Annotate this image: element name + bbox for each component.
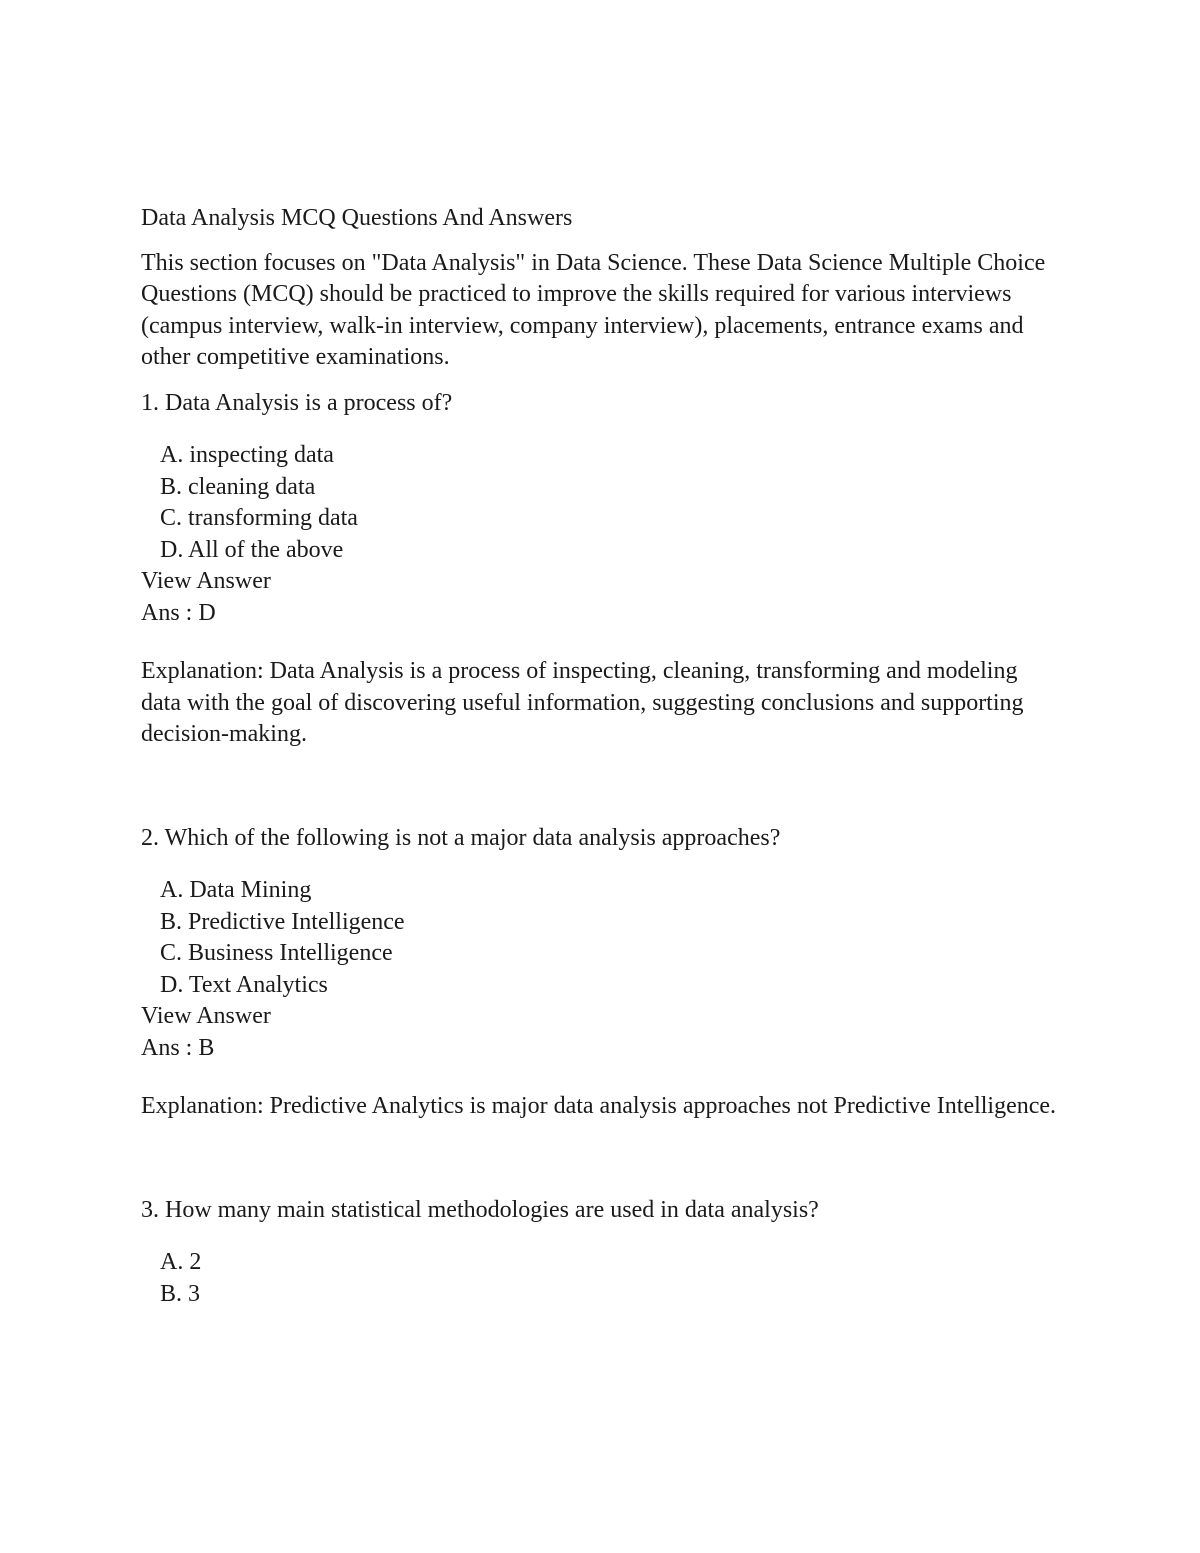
question-block-1 xyxy=(141,388,1061,751)
options-list xyxy=(141,440,1061,566)
question-text: 2. Which of the following is not a major data analysis approaches? xyxy=(141,824,781,851)
option-b: B. Predictive Intelligence xyxy=(160,908,405,935)
explanation-text: Explanation: Predictive Analytics is major data analysis approaches not Predictive Intelligence. xyxy=(141,1093,1057,1119)
spacer xyxy=(141,751,1061,823)
option-b: B. 3 xyxy=(160,1280,201,1307)
page-title: Data Analysis MCQ Questions And Answers xyxy=(141,205,573,231)
spacer xyxy=(141,1123,1061,1195)
options-list xyxy=(141,1247,1061,1310)
view-answer-link[interactable]: View Answer xyxy=(141,568,271,594)
answer-text: Ans : B xyxy=(141,1034,215,1061)
option-d: D. Text Analytics xyxy=(160,971,328,998)
document-page xyxy=(141,203,1061,1310)
options-list xyxy=(141,875,1061,1001)
option-a: A. 2 xyxy=(160,1249,202,1275)
intro-paragraph: This section focuses on "Data Analysis" in Data Science. These Data Science Multiple Choice Questions (MCQ) should be practiced to improve the skills required for various interviews (campus interview, walk-in interview, company interview), placements, entrance exams and other competitive examinations. xyxy=(141,249,1046,370)
question-text: 3. How many main statistical methodologies are used in data analysis? xyxy=(141,1196,819,1223)
answer-text: Ans : D xyxy=(141,599,216,626)
option-c: C. transforming data xyxy=(160,505,358,531)
option-b: B. cleaning data xyxy=(160,473,316,500)
question-block-2 xyxy=(141,823,1061,1123)
view-answer-link[interactable]: View Answer xyxy=(141,1003,271,1029)
option-c: C. Business Intelligence xyxy=(160,940,393,966)
question-text: 1. Data Analysis is a process of? xyxy=(141,389,453,416)
option-d: D. All of the above xyxy=(160,536,344,563)
option-a: A. inspecting data xyxy=(160,442,334,468)
explanation-text: Explanation: Data Analysis is a process of inspecting, cleaning, transforming and modeling data with the goal of discovering useful information, suggesting conclusions and supporting decision-making. xyxy=(141,658,1024,747)
question-block-3 xyxy=(141,1195,1061,1311)
option-a: A. Data Mining xyxy=(160,877,312,903)
